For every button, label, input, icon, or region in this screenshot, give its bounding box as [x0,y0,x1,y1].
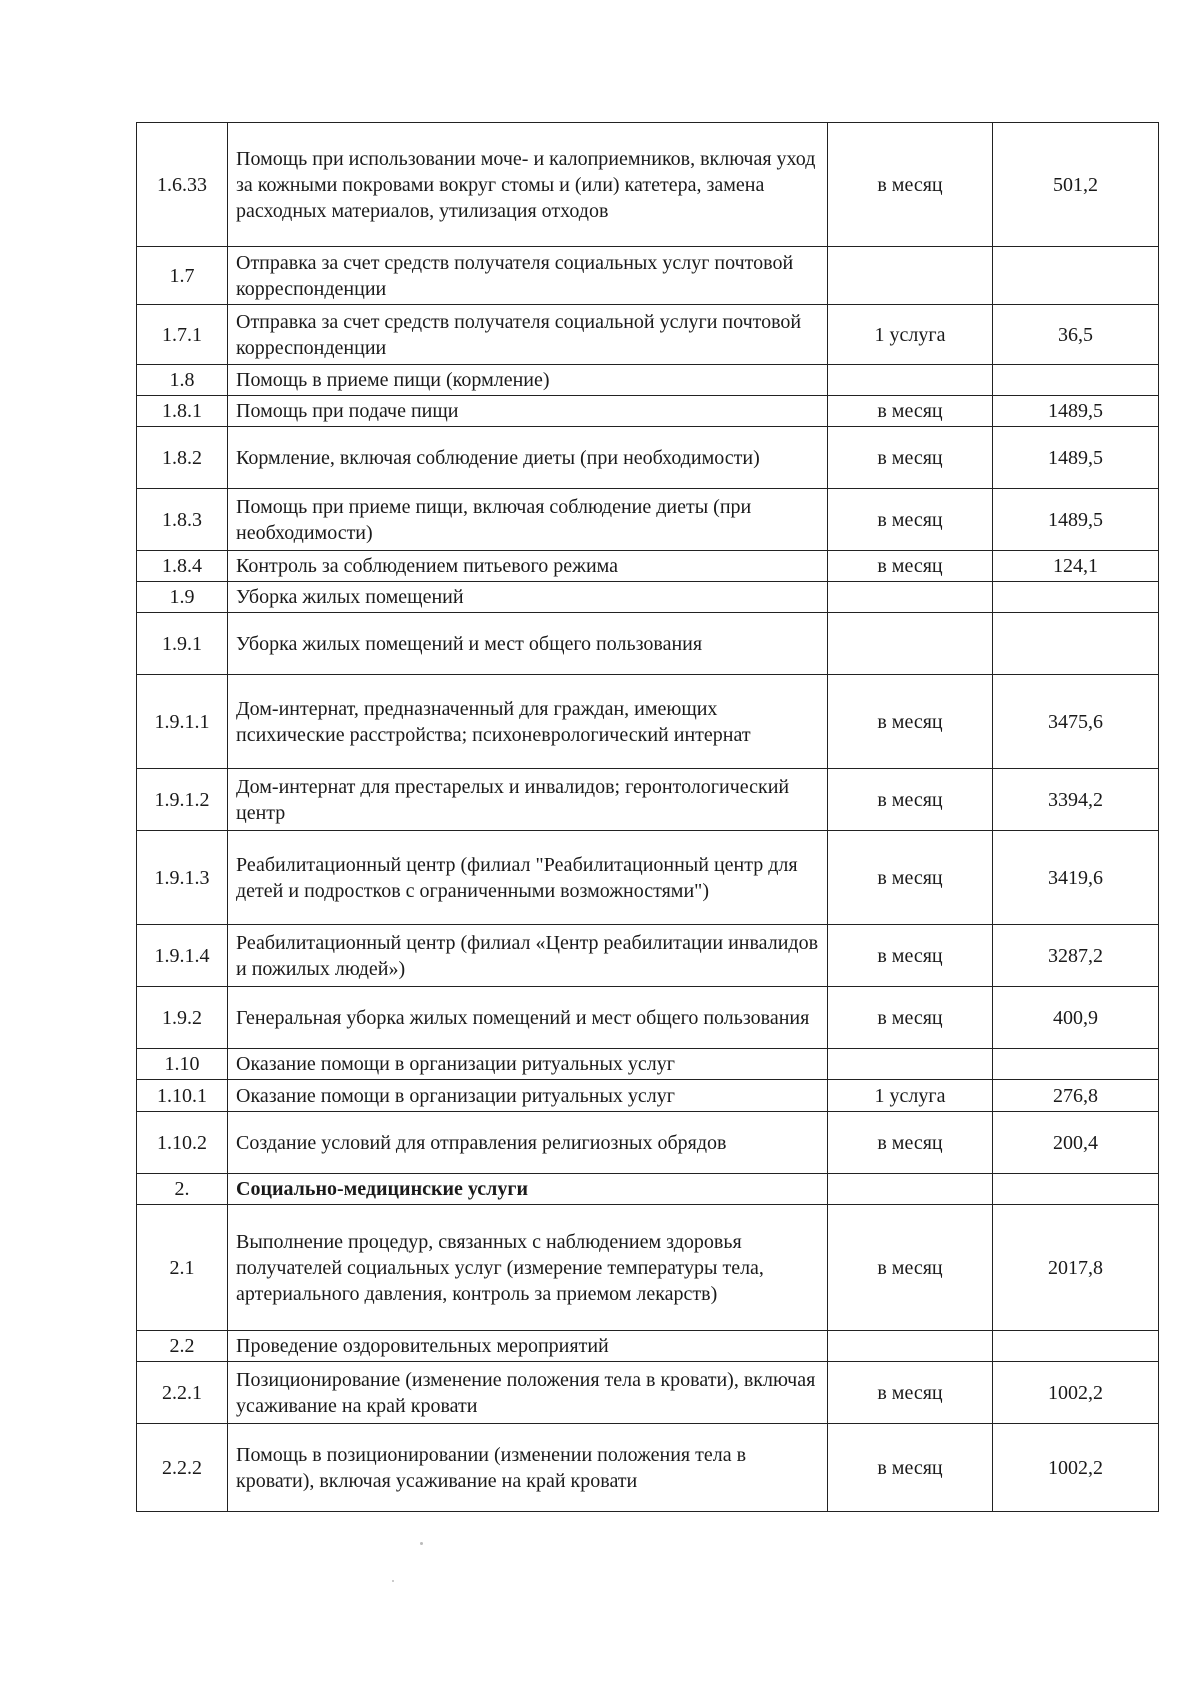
table-row [137,396,1159,427]
unit-cell [828,1049,993,1080]
price-cell [993,582,1159,613]
unit-cell [828,365,993,396]
service-name-cell: Отправка за счет средств получателя социальных услуг почтовой корреспонденции [228,247,828,305]
unit-cell [828,1331,993,1362]
service-name-cell: Отправка за счет средств получателя социальной услуги почтовой корреспонденции [228,305,828,365]
service-name-cell: Оказание помощи в организации ритуальных услуг [228,1080,828,1112]
service-name-cell: Помощь при использовании моче- и калоприемников, включая уход за кожными покровами вокруг стомы и (или) катетера, замена расходных материалов, утилизация отходов [228,123,828,247]
service-code-cell: 2.2.1 [137,1362,228,1424]
table-row [137,925,1159,987]
service-code-cell: 1.8.3 [137,489,228,551]
service-code-cell: 1.9.1.1 [137,675,228,769]
service-code-cell: 1.9 [137,582,228,613]
table-row [137,1174,1159,1205]
price-cell [993,1174,1159,1205]
table-row [137,1362,1159,1424]
unit-cell: в месяц [828,987,993,1049]
price-cell: 3475,6 [993,675,1159,769]
service-name-cell: Дом-интернат, предназначенный для граждан, имеющих психические расстройства; психоневрологический интернат [228,675,828,769]
unit-cell: 1 услуга [828,1080,993,1112]
service-code-cell: 2.2.2 [137,1424,228,1512]
price-cell: 3419,6 [993,831,1159,925]
table-row [137,987,1159,1049]
unit-cell: в месяц [828,123,993,247]
table-row [137,1112,1159,1174]
unit-cell: 1 услуга [828,305,993,365]
service-code-cell: 2.1 [137,1205,228,1331]
service-name-cell: Проведение оздоровительных мероприятий [228,1331,828,1362]
unit-cell: в месяц [828,925,993,987]
service-code-cell: 1.6.33 [137,123,228,247]
service-name-cell: Социально-медицинские услуги [228,1174,828,1205]
service-name-cell: Помощь в позиционировании (изменении положения тела в кровати), включая усаживание на край кровати [228,1424,828,1512]
unit-cell: в месяц [828,675,993,769]
service-name-cell: Помощь при подаче пищи [228,396,828,427]
table-row [137,1205,1159,1331]
price-cell [993,1331,1159,1362]
unit-cell [828,247,993,305]
service-name-cell: Помощь при приеме пищи, включая соблюдение диеты (при необходимости) [228,489,828,551]
unit-cell: в месяц [828,551,993,582]
price-cell [993,247,1159,305]
table-row [137,365,1159,396]
price-cell [993,365,1159,396]
service-name-cell: Выполнение процедур, связанных с наблюдением здоровья получателей социальных услуг (измерение температуры тела, артериального давления, контроль за приемом лекарств) [228,1205,828,1331]
service-code-cell: 1.8.2 [137,427,228,489]
service-name-cell: Реабилитационный центр (филиал "Реабилитационный центр для детей и подростков с ограниченными возможностями") [228,831,828,925]
price-cell: 3287,2 [993,925,1159,987]
service-code-cell: 1.9.2 [137,987,228,1049]
service-code-cell: 1.9.1.4 [137,925,228,987]
price-cell: 400,9 [993,987,1159,1049]
service-name-cell: Контроль за соблюдением питьевого режима [228,551,828,582]
service-code-cell: 1.10.2 [137,1112,228,1174]
service-code-cell: 1.9.1 [137,613,228,675]
price-cell: 1489,5 [993,489,1159,551]
price-cell: 1489,5 [993,427,1159,489]
service-code-cell: 1.10 [137,1049,228,1080]
service-code-cell: 1.9.1.2 [137,769,228,831]
service-code-cell: 1.8.1 [137,396,228,427]
service-code-cell: 1.10.1 [137,1080,228,1112]
service-code-cell: 1.7.1 [137,305,228,365]
scan-speck [420,1542,423,1545]
tariff-table-body [137,123,1159,1512]
service-name-cell: Создание условий для отправления религиозных обрядов [228,1112,828,1174]
price-cell: 3394,2 [993,769,1159,831]
service-code-cell: 1.8.4 [137,551,228,582]
table-row [137,1424,1159,1512]
table-row [137,582,1159,613]
unit-cell: в месяц [828,396,993,427]
scan-speck [392,1580,394,1582]
service-name-cell: Позиционирование (изменение положения тела в кровати), включая усаживание на край кровати [228,1362,828,1424]
unit-cell [828,582,993,613]
service-name-cell: Оказание помощи в организации ритуальных услуг [228,1049,828,1080]
table-row [137,1331,1159,1362]
document-page [136,122,1132,1512]
unit-cell: в месяц [828,489,993,551]
unit-cell: в месяц [828,1362,993,1424]
price-cell: 1002,2 [993,1424,1159,1512]
table-row [137,613,1159,675]
service-name-cell: Генеральная уборка жилых помещений и мест общего пользования [228,987,828,1049]
unit-cell [828,1174,993,1205]
service-name-cell: Уборка жилых помещений [228,582,828,613]
price-cell [993,613,1159,675]
unit-cell: в месяц [828,1112,993,1174]
service-code-cell: 2. [137,1174,228,1205]
table-row [137,1080,1159,1112]
unit-cell: в месяц [828,1424,993,1512]
unit-cell: в месяц [828,1205,993,1331]
table-row [137,247,1159,305]
price-cell [993,1049,1159,1080]
service-code-cell: 1.9.1.3 [137,831,228,925]
unit-cell: в месяц [828,831,993,925]
table-row [137,769,1159,831]
table-row [137,831,1159,925]
service-name-cell: Реабилитационный центр (филиал «Центр реабилитации инвалидов и пожилых людей») [228,925,828,987]
table-row [137,305,1159,365]
table-row [137,675,1159,769]
price-cell: 501,2 [993,123,1159,247]
table-row [137,551,1159,582]
service-name-cell: Уборка жилых помещений и мест общего пользования [228,613,828,675]
table-row [137,427,1159,489]
service-name-cell: Кормление, включая соблюдение диеты (при необходимости) [228,427,828,489]
unit-cell: в месяц [828,427,993,489]
table-row [137,1049,1159,1080]
unit-cell: в месяц [828,769,993,831]
price-cell: 124,1 [993,551,1159,582]
service-name-cell: Дом-интернат для престарелых и инвалидов; геронтологический центр [228,769,828,831]
service-name-cell: Помощь в приеме пищи (кормление) [228,365,828,396]
price-cell: 276,8 [993,1080,1159,1112]
price-cell: 200,4 [993,1112,1159,1174]
price-cell: 1002,2 [993,1362,1159,1424]
table-row [137,489,1159,551]
service-code-cell: 1.7 [137,247,228,305]
service-code-cell: 2.2 [137,1331,228,1362]
price-cell: 1489,5 [993,396,1159,427]
price-cell: 2017,8 [993,1205,1159,1331]
service-code-cell: 1.8 [137,365,228,396]
price-cell: 36,5 [993,305,1159,365]
unit-cell [828,613,993,675]
tariff-table [136,122,1159,1512]
table-row [137,123,1159,247]
